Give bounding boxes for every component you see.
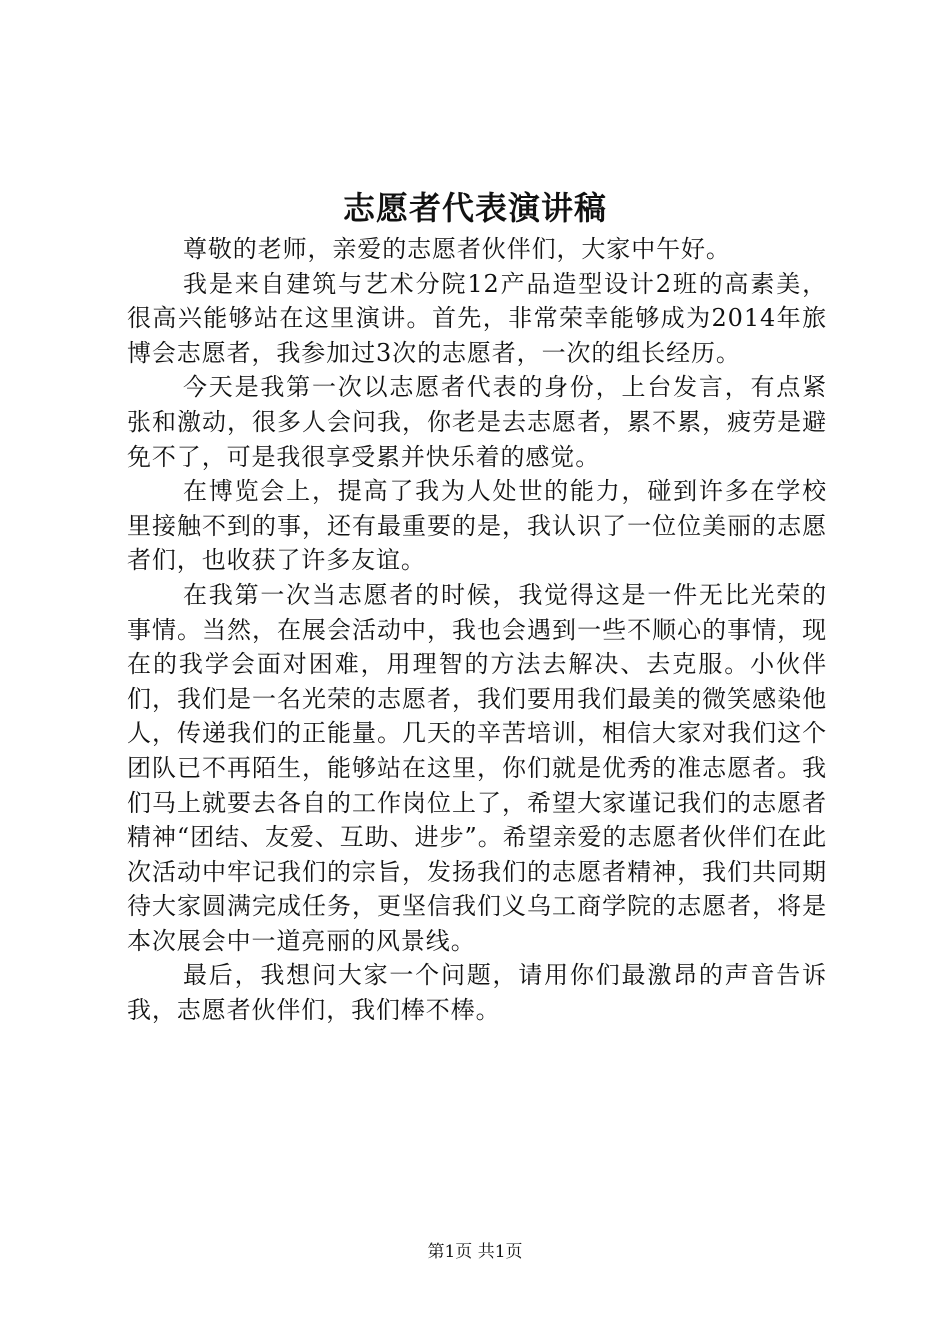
page-number-footer: 第1页 共1页 [427,1242,523,1262]
document-body [127,232,827,1028]
paragraph-encouragement: 在我第一次当志愿者的时候，我觉得这是一件无比光荣的事情。当然，在展会活动中，我也会遇到一些不顺心的事情，现在的我学会面对困难，用理智的方法去解决、去克服。小伙伴们，我们是一名光荣的志愿者，我们要用我们最美的微笑感染他人，传递我们的正能量。几天的辛苦培训，相信大家对我们这个团队已不再陌生，能够站在这里，你们就是优秀的准志愿者。我们马上就要去各自的工作岗位上了，希望大家谨记我们的志愿者精神“团结、友爱、互助、进步”。希望亲爱的志愿者伙伴们在此次活动中牢记我们的宗旨，发扬我们的志愿者精神，我们共同期待大家圆满完成任务，更坚信我们义乌工商学院的志愿者，将是本次展会中一道亮丽的风景线。 [127,580,827,955]
paragraph-feelings: 今天是我第一次以志愿者代表的身份，上台发言，有点紧张和激动，很多人会问我，你老是去志愿者，累不累，疲劳是避免不了，可是我很享受累并快乐着的感觉。 [127,373,827,471]
paragraph-experience: 在博览会上，提高了我为人处世的能力，碰到许多在学校里接触不到的事，还有最重要的是，我认识了一位位美丽的志愿者们，也收获了许多友谊。 [127,477,827,575]
page-title: 志愿者代表演讲稿 [342,189,607,227]
paragraph-greeting: 尊敬的老师，亲爱的志愿者伙伴们，大家中午好。 [183,235,731,263]
paragraph-closing: 最后，我想问大家一个问题，请用你们最激昂的声音告诉我，志愿者伙伴们，我们棒不棒。 [127,961,827,1025]
paragraph-introduction: 我是来自建筑与艺术分院12产品造型设计2班的高素美，很高兴能够站在这里演讲。首先，非常荣幸能够成为2014年旅博会志愿者，我参加过3次的志愿者，一次的组长经历。 [127,269,827,367]
